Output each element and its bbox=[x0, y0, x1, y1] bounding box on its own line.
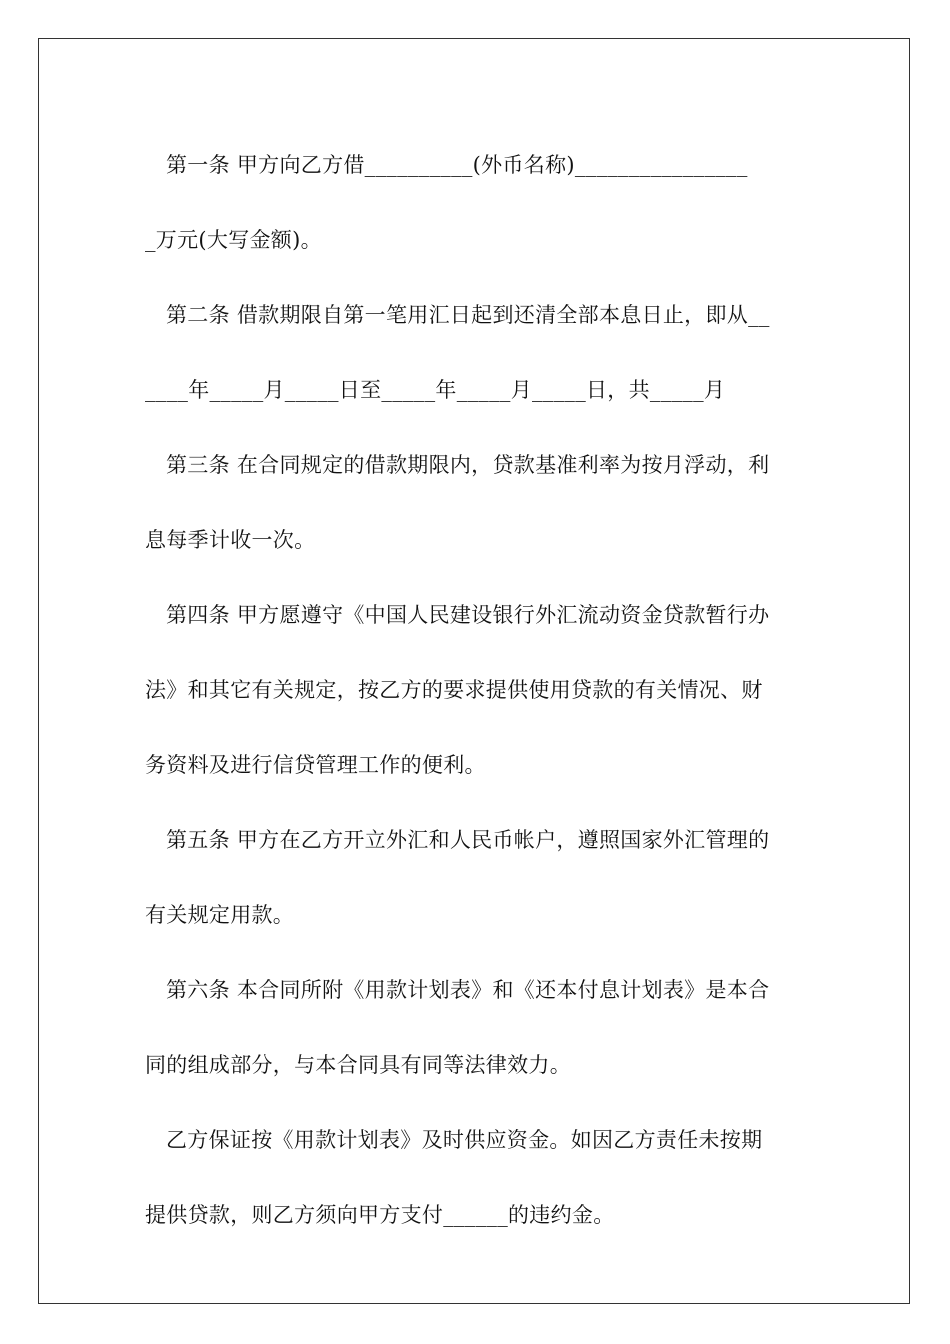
article-1-line-1: 第一条 甲方向乙方借__________(外币名称)________________ bbox=[166, 153, 748, 177]
article-6-line-1: 第六条 本合同所附《用款计划表》和《还本付息计划表》是本合 bbox=[166, 978, 770, 1002]
article-5-line-1: 第五条 甲方在乙方开立外汇和人民币帐户，遵照国家外汇管理的 bbox=[166, 828, 770, 852]
article-4-line-1: 第四条 甲方愿遵守《中国人民建设银行外汇流动资金贷款暂行办 bbox=[166, 603, 770, 627]
article-1-line-2: _万元(大写金额)。 bbox=[145, 228, 322, 252]
article-3-line-1: 第三条 在合同规定的借款期限内，贷款基准利率为按月浮动，利 bbox=[166, 453, 770, 477]
article-3-line-2: 息每季计收一次。 bbox=[145, 528, 316, 552]
article-4-line-2: 法》和其它有关规定，按乙方的要求提供使用贷款的有关情况、财 bbox=[145, 678, 763, 702]
article-6-para-2-line-1: 乙方保证按《用款计划表》及时供应资金。如因乙方责任未按期 bbox=[166, 1128, 763, 1152]
article-5-line-2: 有关规定用款。 bbox=[145, 903, 295, 927]
article-6-para-2-line-2: 提供贷款，则乙方须向甲方支付______的违约金。 bbox=[145, 1203, 615, 1227]
article-2-line-1: 第二条 借款期限自第一笔用汇日起到还清全部本息日止，即从__ bbox=[166, 303, 770, 327]
article-6-line-2: 同的组成部分，与本合同具有同等法律效力。 bbox=[145, 1053, 571, 1077]
article-2-line-2: ____年_____月_____日至_____年_____月_____日，共_____月 bbox=[145, 378, 726, 402]
article-4-line-3: 务资料及进行信贷管理工作的便利。 bbox=[145, 753, 486, 777]
document-body bbox=[145, 128, 805, 1253]
